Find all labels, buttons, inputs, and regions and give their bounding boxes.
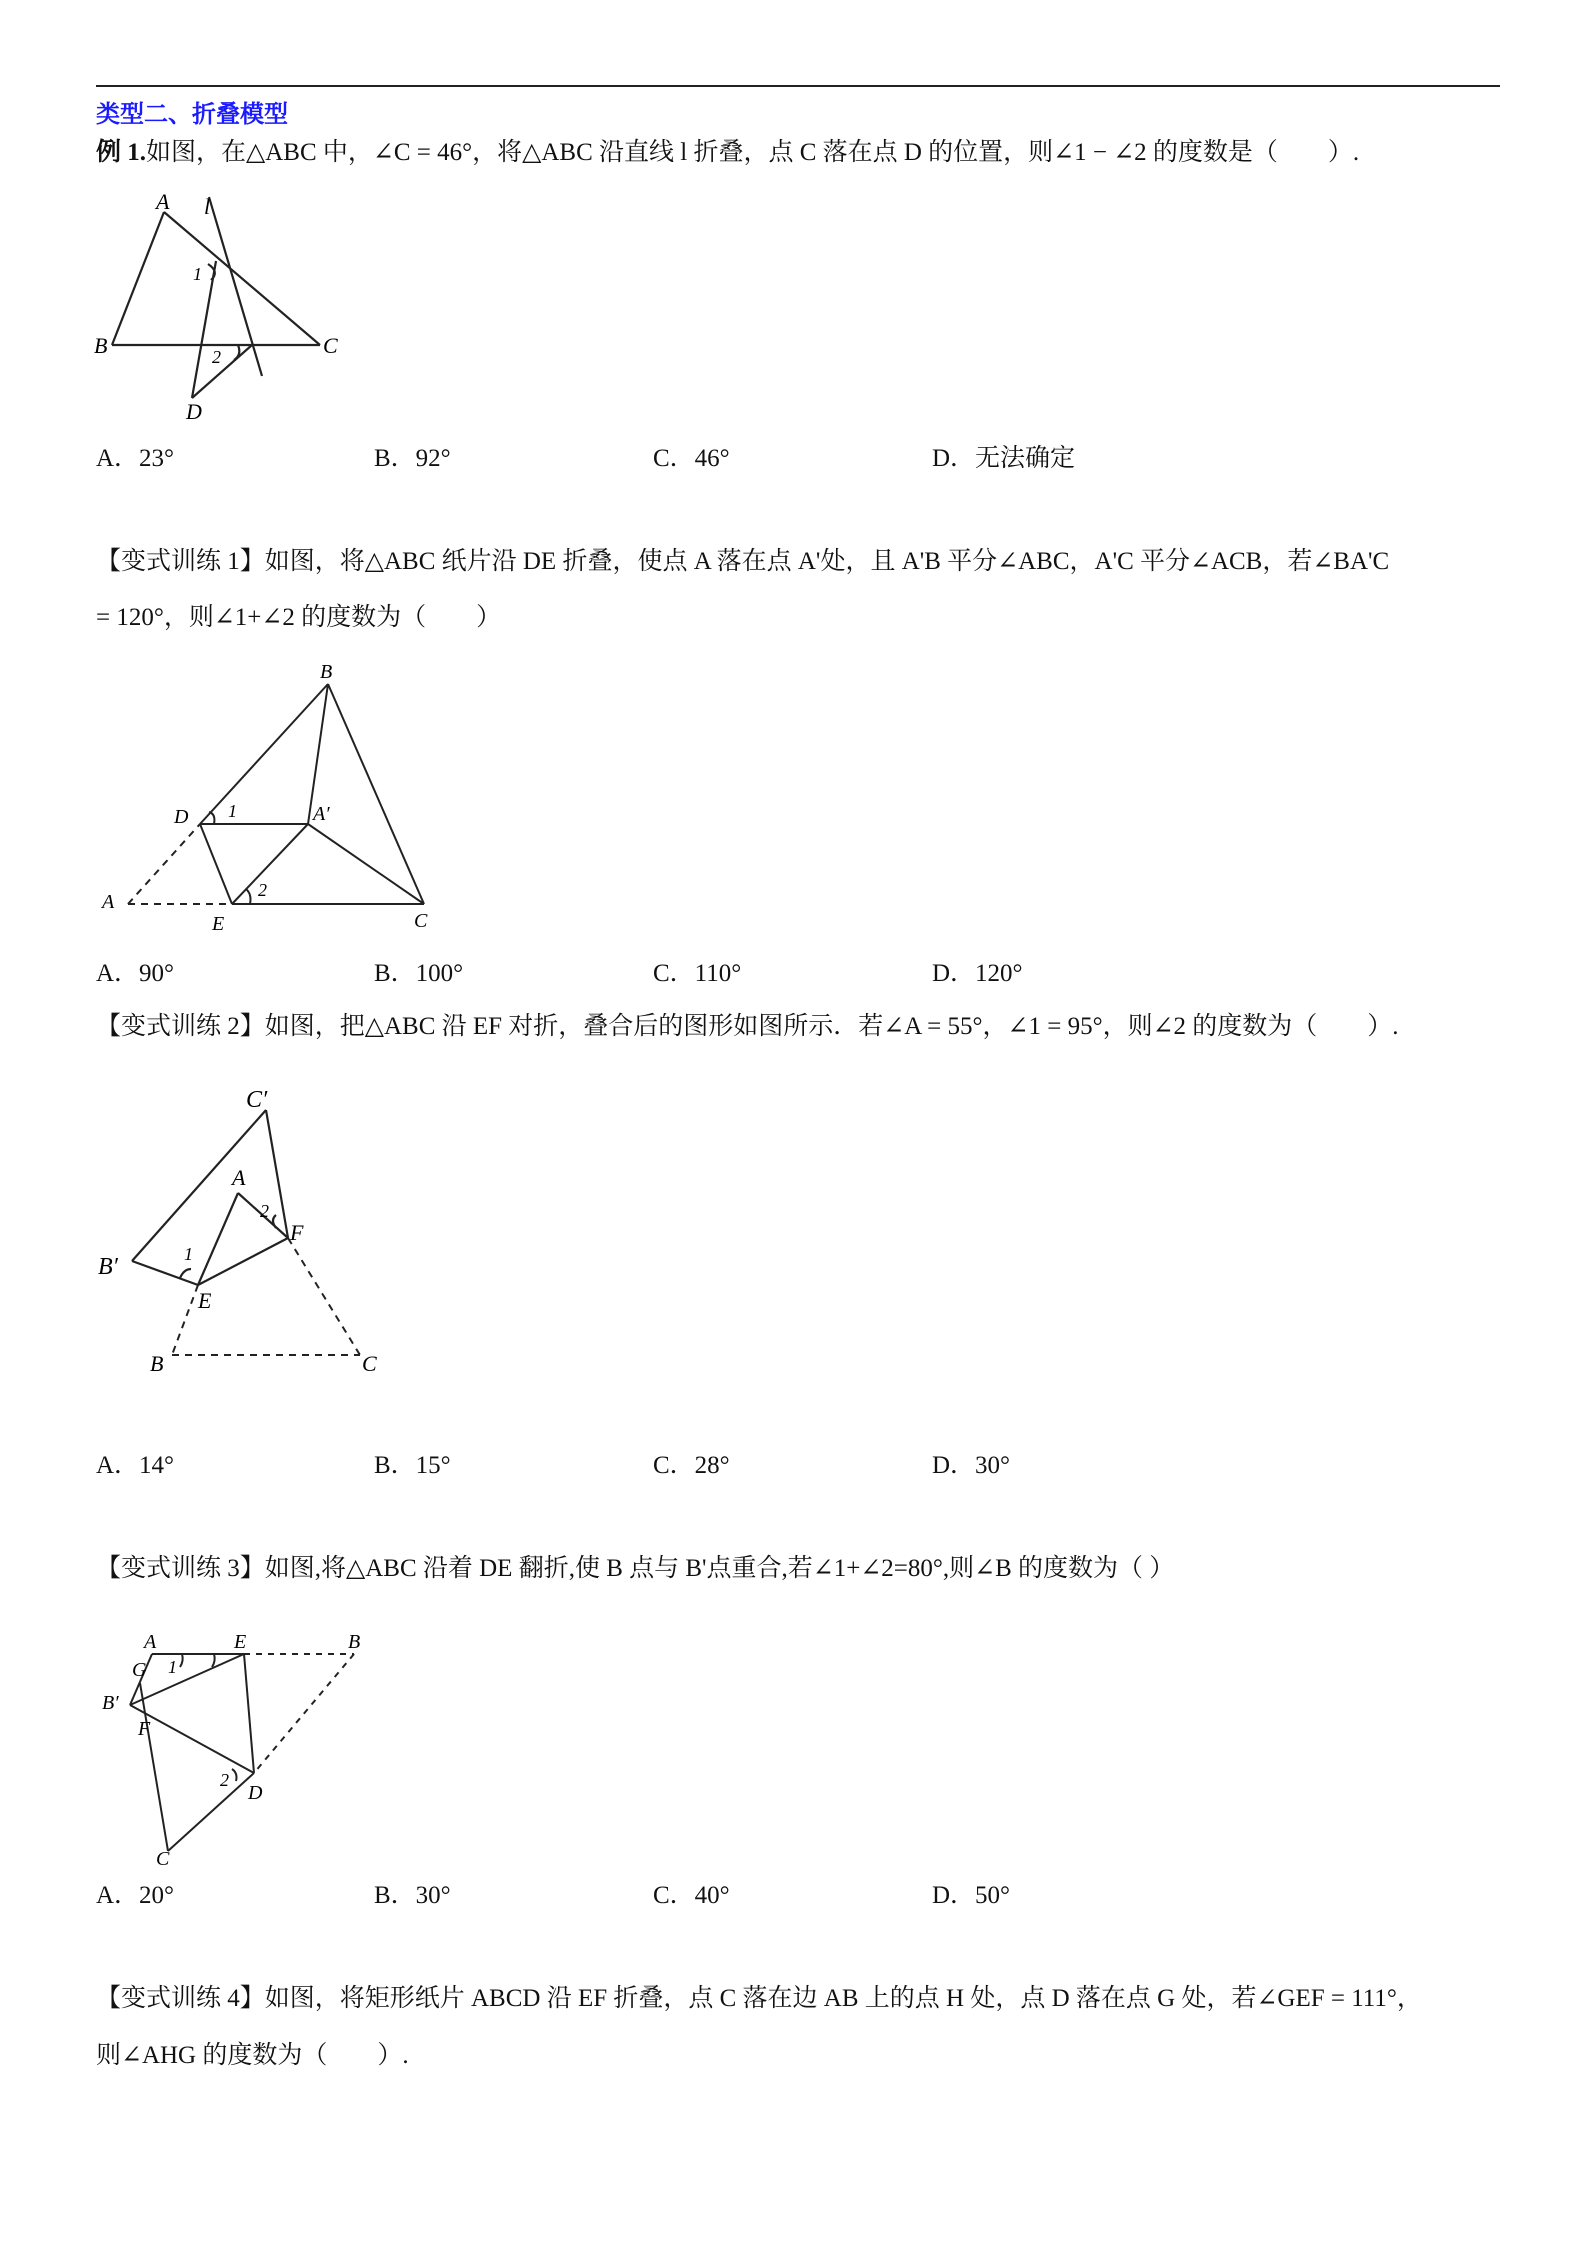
- fig1-label-l: l: [204, 194, 211, 219]
- option-a[interactable]: A．23°: [96, 445, 175, 472]
- fig2-label-a-prime: A′: [313, 803, 330, 825]
- fig2-label-a: A: [102, 891, 115, 913]
- option-c[interactable]: C．46°: [653, 445, 730, 472]
- fig4-label-c: C: [156, 1848, 170, 1865]
- figure-variant-3: [96, 1625, 396, 1865]
- fig3-label-2: 2: [260, 1201, 269, 1221]
- variant-1-question-line2: = 120°，则∠1+∠2 的度数为（ ）: [96, 604, 502, 631]
- fig4-label-b-prime: B′: [102, 1692, 119, 1714]
- fig4-label-g: G: [132, 1659, 147, 1681]
- option-d[interactable]: D．无法确定: [932, 445, 1076, 472]
- option-d[interactable]: D．120°: [932, 960, 1023, 987]
- option-b[interactable]: B．30°: [374, 1882, 451, 1909]
- variant-2-question: 【变式训练 2】如图，把△ABC 沿 EF 对折，叠合后的图形如图所示．若∠A = 55°，∠1 = 95°，则∠2 的度数为（ ）.: [96, 1013, 1399, 1040]
- variant-4-question-line2: 则∠AHG 的度数为（ ）.: [96, 2042, 409, 2069]
- fig1-label-a: A: [156, 192, 170, 214]
- variant-3-options: [96, 1875, 1396, 1911]
- fig4-label-2: 2: [220, 1770, 229, 1790]
- example-1-options: [96, 438, 1396, 474]
- fig4-label-b: B: [348, 1631, 361, 1653]
- fig2-label-d: D: [174, 806, 189, 828]
- fig1-label-b: B: [94, 333, 108, 358]
- example-1-label: 例 1.: [96, 139, 147, 166]
- top-rule: [96, 85, 1500, 87]
- variant-1-options: [96, 953, 1396, 989]
- variant-1-question-line1: 【变式训练 1】如图，将△ABC 纸片沿 DE 折叠，使点 A 落在点 A'处，且 A'B 平分∠ABC，A'C 平分∠ACB，若∠BA'C: [96, 548, 1390, 575]
- fig3-label-1: 1: [184, 1244, 193, 1264]
- example-1-question: [96, 136, 1359, 170]
- fig1-label-2: 2: [212, 347, 221, 367]
- example-1-text: 如图，在△ABC 中，∠C = 46°，将△ABC 沿直线 l 折叠，点 C 落在点 D 的位置，则∠1 − ∠2 的度数是（ ）.: [146, 139, 1360, 166]
- fig3-label-b: B: [150, 1351, 164, 1376]
- variant-3-question: 【变式训练 3】如图,将△ABC 沿着 DE 翻折,使 B 点与 B'点重合,若∠1+∠2=80°,则∠B 的度数为（ ）: [96, 1555, 1175, 1582]
- fig4-label-e: E: [234, 1631, 247, 1653]
- option-a[interactable]: A．14°: [96, 1452, 175, 1479]
- fig2-label-b: B: [320, 661, 333, 683]
- fig2-label-c: C: [414, 910, 428, 932]
- figure-variant-2: [96, 1085, 406, 1385]
- variant-2-options: [96, 1445, 1396, 1481]
- option-a[interactable]: A．90°: [96, 960, 175, 987]
- fig1-label-d: D: [186, 399, 202, 422]
- fig4-label-d: D: [248, 1782, 263, 1804]
- fig4-label-f: F: [138, 1718, 151, 1740]
- option-a[interactable]: A．20°: [96, 1882, 175, 1909]
- section-title: 类型二、折叠模型: [96, 100, 288, 128]
- option-b[interactable]: B．15°: [374, 1452, 451, 1479]
- option-c[interactable]: C．40°: [653, 1882, 730, 1909]
- option-b[interactable]: B．92°: [374, 445, 451, 472]
- fig3-label-e: E: [198, 1288, 212, 1313]
- option-b[interactable]: B．100°: [374, 960, 464, 987]
- option-c[interactable]: C．28°: [653, 1452, 730, 1479]
- figure-example-1: [90, 192, 360, 422]
- fig1-label-c: C: [323, 333, 338, 358]
- fig2-label-1: 1: [228, 801, 237, 821]
- fig3-label-b-prime: B′: [98, 1254, 118, 1280]
- option-c[interactable]: C．110°: [653, 960, 742, 987]
- fig3-label-c: C: [362, 1351, 377, 1376]
- fig2-label-2: 2: [258, 880, 267, 900]
- fig1-label-1: 1: [193, 264, 202, 284]
- fig4-label-a: A: [144, 1631, 157, 1653]
- variant-4-question-line1: 【变式训练 4】如图，将矩形纸片 ABCD 沿 EF 折叠，点 C 落在边 AB 上的点 H 处，点 D 落在点 G 处，若∠GEF = 111°，: [96, 1985, 1422, 2012]
- fig3-label-a: A: [232, 1165, 246, 1190]
- fig4-label-1: 1: [168, 1657, 177, 1677]
- option-d[interactable]: D．30°: [932, 1452, 1011, 1479]
- fig3-label-f: F: [290, 1220, 304, 1245]
- fig2-label-e: E: [212, 913, 225, 935]
- option-d[interactable]: D．50°: [932, 1882, 1011, 1909]
- fig3-label-c-prime: C′: [246, 1087, 268, 1113]
- figure-variant-1: [96, 660, 446, 938]
